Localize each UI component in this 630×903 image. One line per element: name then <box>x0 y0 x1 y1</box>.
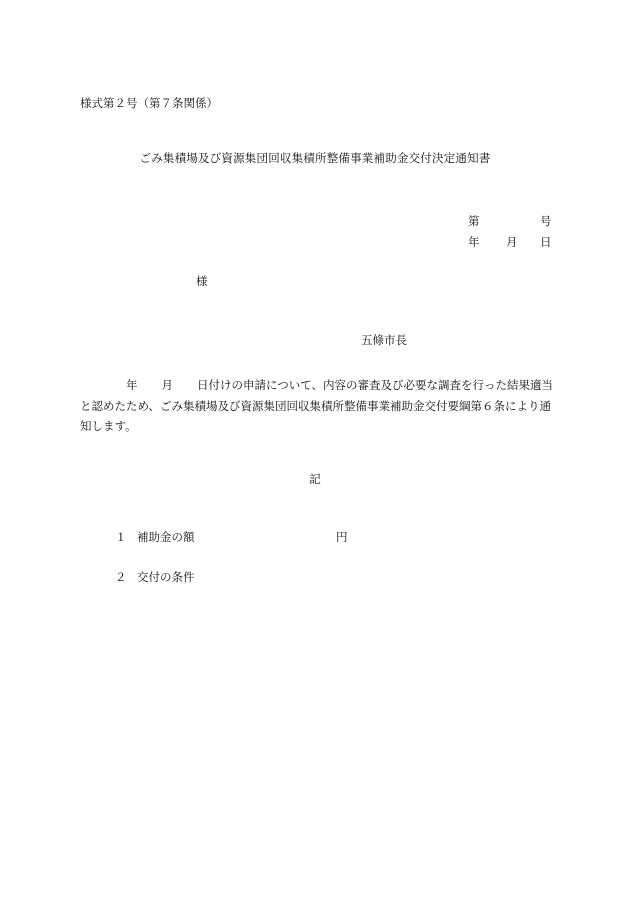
number-suffix: 号 <box>540 214 552 228</box>
body-line-1-rest: 日付けの申請について、内容の審査及び必要な調査を行った結果適当 <box>197 378 554 392</box>
item-grant-conditions <box>115 572 195 584</box>
body-line-3: 知します。 <box>80 419 137 433</box>
item-label: 補助金の額 <box>137 530 195 544</box>
item-number: ２ <box>115 570 127 584</box>
form-number: 様式第２号（第７条関係） <box>80 96 218 110</box>
ki-heading: 記 <box>309 472 321 486</box>
date-day: 日 <box>540 235 552 249</box>
body-month: 月 <box>161 378 173 392</box>
date-month: 月 <box>506 235 518 249</box>
body-line-2: と認めたため、ごみ集積場及び資源集団回収集積所整備事業補助金交付要綱第６条により通 <box>80 398 552 413</box>
addressee-honorific: 様 <box>196 274 208 288</box>
item-number: １ <box>115 530 127 544</box>
body-line-1 <box>80 375 552 396</box>
body-year: 年 <box>126 378 138 392</box>
subsidy-unit-yen: 円 <box>336 530 348 544</box>
document-title: ごみ集積場及び資源集団回収集積所整備事業補助金交付決定通知書 <box>139 151 491 165</box>
number-prefix: 第 <box>468 214 480 228</box>
item-subsidy-amount <box>115 532 195 544</box>
issuer-name: 五條市長 <box>361 333 407 347</box>
date-year: 年 <box>468 235 480 249</box>
body-paragraph <box>80 375 552 437</box>
item-label: 交付の条件 <box>137 570 195 584</box>
